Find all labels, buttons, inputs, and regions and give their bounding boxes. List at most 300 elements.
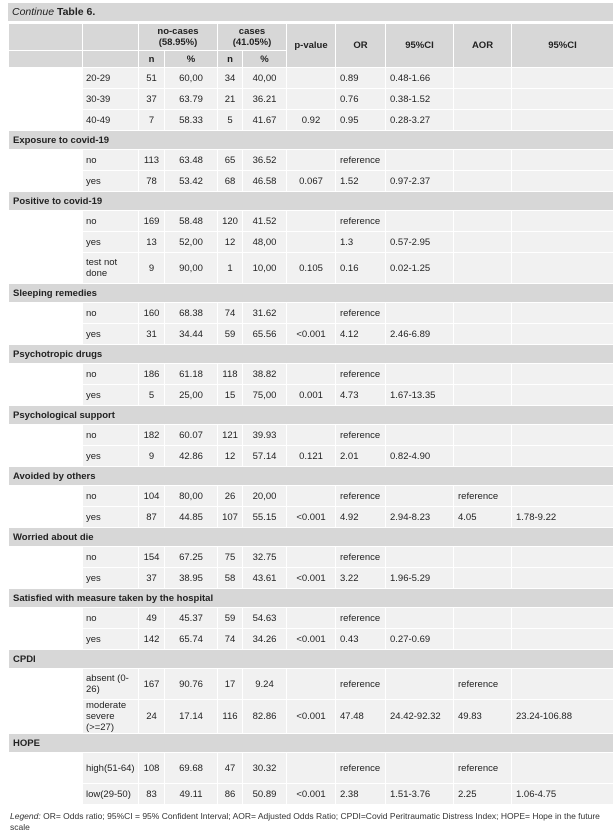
pvalue-cell: <0.001: [287, 507, 336, 528]
ci-adjusted-cell: [512, 629, 614, 650]
pct-cases-cell: 57.14: [243, 446, 287, 467]
indent-cell: [9, 629, 83, 650]
pvalue-cell: <0.001: [287, 784, 336, 805]
n-cases-cell: 34: [218, 68, 243, 89]
table-row: [9, 753, 614, 784]
or-cell: 4.12: [336, 324, 386, 345]
section-header-row: [9, 345, 614, 364]
ci-adjusted-cell: 23.24-106.88: [512, 700, 614, 734]
ci-adjusted-cell: [512, 232, 614, 253]
or-cell: 47.48: [336, 700, 386, 734]
section-title: CPDI: [9, 650, 614, 669]
pct-cases-cell: 54.63: [243, 608, 287, 629]
or-cell: reference: [336, 425, 386, 446]
table-row: [9, 700, 614, 734]
indent-cell: [9, 364, 83, 385]
level-cell: 30-39: [83, 89, 139, 110]
section-title: Psychological support: [9, 406, 614, 425]
level-cell: low(29-50): [83, 784, 139, 805]
level-cell: high(51-64): [83, 753, 139, 784]
n-nocases-cell: 182: [139, 425, 165, 446]
level-cell: yes: [83, 629, 139, 650]
ci-adjusted-cell: [512, 385, 614, 406]
n2-header: n: [218, 51, 243, 68]
table-caption: [8, 3, 613, 23]
indent-cell: [9, 324, 83, 345]
n-nocases-cell: 51: [139, 68, 165, 89]
ci-cell: 0.48-1.66: [386, 68, 454, 89]
indent-cell: [9, 303, 83, 324]
pvalue-cell: [287, 150, 336, 171]
pvalue-cell: <0.001: [287, 629, 336, 650]
n-cases-cell: 21: [218, 89, 243, 110]
n-cases-cell: 58: [218, 568, 243, 589]
pct-cases-cell: 40,00: [243, 68, 287, 89]
pct-nocases-cell: 63.79: [165, 89, 218, 110]
n-nocases-cell: 31: [139, 324, 165, 345]
section-title: Avoided by others: [9, 467, 614, 486]
pct-cases-cell: 82.86: [243, 700, 287, 734]
pct-cases-cell: 41.67: [243, 110, 287, 131]
pct-nocases-cell: 17.14: [165, 700, 218, 734]
or-cell: 0.89: [336, 68, 386, 89]
pct-cases-cell: 20,00: [243, 486, 287, 507]
aor-cell: [454, 324, 512, 345]
pct-cases-cell: 65.56: [243, 324, 287, 345]
n-cases-cell: 12: [218, 446, 243, 467]
aor-cell: [454, 110, 512, 131]
section-header-row: [9, 734, 614, 753]
indent-cell: [9, 253, 83, 284]
pct-cases-cell: 32.75: [243, 547, 287, 568]
ci-adjusted-cell: [512, 303, 614, 324]
pct-cases-cell: 46.58: [243, 171, 287, 192]
ci-adjusted-cell: [512, 89, 614, 110]
ci-cell: [386, 364, 454, 385]
n-nocases-cell: 104: [139, 486, 165, 507]
pct-cases-cell: 41.52: [243, 211, 287, 232]
level-cell: yes: [83, 446, 139, 467]
pct-nocases-cell: 52,00: [165, 232, 218, 253]
pct-cases-cell: 34.26: [243, 629, 287, 650]
n-cases-cell: 116: [218, 700, 243, 734]
ci-adjusted-cell: 1.06-4.75: [512, 784, 614, 805]
section-title: HOPE: [9, 734, 614, 753]
or-cell: 0.16: [336, 253, 386, 284]
ci-cell: 0.02-1.25: [386, 253, 454, 284]
level-cell: moderate severe (>=27): [83, 700, 139, 734]
legend-label: Legend:: [10, 811, 41, 821]
header-row-groups: [9, 24, 614, 51]
indent-cell: [9, 446, 83, 467]
pvalue-cell: 0.92: [287, 110, 336, 131]
pvalue-cell: [287, 486, 336, 507]
or-cell: reference: [336, 669, 386, 700]
aor-cell: reference: [454, 669, 512, 700]
aor-cell: [454, 385, 512, 406]
table-row: [9, 669, 614, 700]
pct-cases-cell: 50.89: [243, 784, 287, 805]
aor-cell: reference: [454, 753, 512, 784]
or-cell: 1.3: [336, 232, 386, 253]
ci-cell: 24.42-92.32: [386, 700, 454, 734]
table-row: [9, 608, 614, 629]
section-title: Exposure to covid-19: [9, 131, 614, 150]
caption-title: Table 6.: [56, 6, 96, 18]
n-nocases-cell: 167: [139, 669, 165, 700]
section-header-row: [9, 406, 614, 425]
legend-text: OR= Odds ratio; 95%CI = 95% Confident Interval; AOR= Adjusted Odds Ratio; CPDI=Covid Peritraumatic Distress Index; HOPE= Hope in the future scale: [10, 811, 600, 832]
level-cell: no: [83, 486, 139, 507]
pvalue-cell: [287, 547, 336, 568]
ci-adjusted-cell: [512, 253, 614, 284]
or-cell: 2.01: [336, 446, 386, 467]
pvalue-cell: <0.001: [287, 568, 336, 589]
pct-nocases-cell: 34.44: [165, 324, 218, 345]
n-nocases-cell: 87: [139, 507, 165, 528]
aor-cell: [454, 303, 512, 324]
indent-cell: [9, 507, 83, 528]
indent-cell: [9, 486, 83, 507]
table-row: [9, 171, 614, 192]
table-row: [9, 486, 614, 507]
n-nocases-cell: 24: [139, 700, 165, 734]
n-nocases-cell: 169: [139, 211, 165, 232]
aor-cell: reference: [454, 486, 512, 507]
aor-cell: [454, 364, 512, 385]
aor-cell: [454, 446, 512, 467]
section-title: Worried about die: [9, 528, 614, 547]
ci-cell: 2.46-6.89: [386, 324, 454, 345]
n-cases-cell: 59: [218, 324, 243, 345]
table-row: [9, 110, 614, 131]
n-cases-cell: 17: [218, 669, 243, 700]
n-cases-cell: 74: [218, 629, 243, 650]
table-row: [9, 303, 614, 324]
table-row: [9, 784, 614, 805]
aor-cell: [454, 629, 512, 650]
pct-nocases-cell: 67.25: [165, 547, 218, 568]
table-row: [9, 364, 614, 385]
level-cell: yes: [83, 385, 139, 406]
indent-cell: [9, 89, 83, 110]
n1-header: n: [139, 51, 165, 68]
or-cell: 0.95: [336, 110, 386, 131]
table-row: [9, 568, 614, 589]
pvalue-cell: [287, 303, 336, 324]
or-header: OR: [336, 24, 386, 68]
p2-header: %: [243, 51, 287, 68]
n-cases-cell: 74: [218, 303, 243, 324]
pvalue-cell: [287, 425, 336, 446]
or-cell: 4.73: [336, 385, 386, 406]
ci-cell: [386, 486, 454, 507]
indent-cell: [9, 150, 83, 171]
indent-cell: [9, 68, 83, 89]
indent-cell: [9, 669, 83, 700]
pct-nocases-cell: 80,00: [165, 486, 218, 507]
ci-cell: [386, 150, 454, 171]
pct-nocases-cell: 60,00: [165, 68, 218, 89]
table-container: [8, 0, 613, 833]
level-cell: yes: [83, 324, 139, 345]
section-title: Sleeping remedies: [9, 284, 614, 303]
n-nocases-cell: 9: [139, 446, 165, 467]
cases-header: cases (41.05%): [218, 24, 287, 51]
pct-cases-cell: 30.32: [243, 753, 287, 784]
indent-cell: [9, 171, 83, 192]
table-row: [9, 68, 614, 89]
table-row: [9, 446, 614, 467]
n-cases-cell: 86: [218, 784, 243, 805]
aor-cell: 2.25: [454, 784, 512, 805]
ci-adjusted-cell: [512, 324, 614, 345]
pct-nocases-cell: 45.37: [165, 608, 218, 629]
n-nocases-cell: 154: [139, 547, 165, 568]
indent-cell: [9, 753, 83, 784]
level-cell: no: [83, 547, 139, 568]
pvalue-cell: <0.001: [287, 700, 336, 734]
table-row: [9, 232, 614, 253]
p1-header: %: [165, 51, 218, 68]
n-cases-cell: 75: [218, 547, 243, 568]
section-header-row: [9, 589, 614, 608]
level-cell: yes: [83, 568, 139, 589]
pct-nocases-cell: 90.76: [165, 669, 218, 700]
ci-adjusted-cell: [512, 68, 614, 89]
pct-nocases-cell: 38.95: [165, 568, 218, 589]
pct-nocases-cell: 25,00: [165, 385, 218, 406]
or-cell: reference: [336, 753, 386, 784]
section-header-row: [9, 192, 614, 211]
n-cases-cell: 107: [218, 507, 243, 528]
indent-cell: [9, 385, 83, 406]
ci-cell: [386, 669, 454, 700]
n-cases-cell: 1: [218, 253, 243, 284]
level-cell: test not done: [83, 253, 139, 284]
aor-cell: [454, 68, 512, 89]
n-nocases-cell: 9: [139, 253, 165, 284]
n-nocases-cell: 83: [139, 784, 165, 805]
section-title: Psychotropic drugs: [9, 345, 614, 364]
ci-cell: 2.94-8.23: [386, 507, 454, 528]
pct-nocases-cell: 58.33: [165, 110, 218, 131]
n-cases-cell: 12: [218, 232, 243, 253]
pct-cases-cell: 39.93: [243, 425, 287, 446]
n-cases-cell: 59: [218, 608, 243, 629]
pct-nocases-cell: 90,00: [165, 253, 218, 284]
pct-nocases-cell: 61.18: [165, 364, 218, 385]
indent-cell: [9, 425, 83, 446]
ci-cell: 1.67-13.35: [386, 385, 454, 406]
table-row: [9, 89, 614, 110]
pct-cases-cell: 9.24: [243, 669, 287, 700]
level-cell: no: [83, 150, 139, 171]
n-cases-cell: 47: [218, 753, 243, 784]
pct-cases-cell: 48,00: [243, 232, 287, 253]
n-nocases-cell: 7: [139, 110, 165, 131]
section-header-row: [9, 284, 614, 303]
aor-cell: [454, 425, 512, 446]
indent-cell: [9, 608, 83, 629]
aor-header: AOR: [454, 24, 512, 68]
pct-nocases-cell: 53.42: [165, 171, 218, 192]
level-cell: 40-49: [83, 110, 139, 131]
pvalue-cell: 0.121: [287, 446, 336, 467]
pct-cases-cell: 55.15: [243, 507, 287, 528]
n-cases-cell: 5: [218, 110, 243, 131]
n-nocases-cell: 37: [139, 568, 165, 589]
level-cell: no: [83, 211, 139, 232]
indent-cell: [9, 232, 83, 253]
ci-cell: 0.28-3.27: [386, 110, 454, 131]
ci-adjusted-cell: [512, 753, 614, 784]
ci-header: 95%CI: [386, 24, 454, 68]
table-body: [9, 68, 614, 805]
aor-cell: [454, 232, 512, 253]
ci-cell: 1.96-5.29: [386, 568, 454, 589]
ci-cell: 0.82-4.90: [386, 446, 454, 467]
or-cell: reference: [336, 150, 386, 171]
ci-adjusted-cell: [512, 446, 614, 467]
pct-cases-cell: 38.82: [243, 364, 287, 385]
ci-adjusted-cell: [512, 608, 614, 629]
aor-cell: 4.05: [454, 507, 512, 528]
ci-adjusted-cell: [512, 669, 614, 700]
n-cases-cell: 26: [218, 486, 243, 507]
level-cell: yes: [83, 171, 139, 192]
pct-nocases-cell: 63.48: [165, 150, 218, 171]
n-nocases-cell: 113: [139, 150, 165, 171]
section-header-row: [9, 650, 614, 669]
ci-cell: 0.27-0.69: [386, 629, 454, 650]
table-row: [9, 385, 614, 406]
pct-cases-cell: 43.61: [243, 568, 287, 589]
pct-nocases-cell: 42.86: [165, 446, 218, 467]
n-nocases-cell: 37: [139, 89, 165, 110]
pct-nocases-cell: 49.11: [165, 784, 218, 805]
n-nocases-cell: 186: [139, 364, 165, 385]
legend: [8, 811, 610, 833]
pct-nocases-cell: 69.68: [165, 753, 218, 784]
n-cases-cell: 121: [218, 425, 243, 446]
ci-adjusted-cell: [512, 547, 614, 568]
n-nocases-cell: 160: [139, 303, 165, 324]
n-cases-cell: 15: [218, 385, 243, 406]
aor-cell: [454, 253, 512, 284]
or-cell: reference: [336, 486, 386, 507]
or-cell: 2.38: [336, 784, 386, 805]
n-cases-cell: 120: [218, 211, 243, 232]
ci-adjusted-cell: [512, 486, 614, 507]
ci-adjusted-cell: [512, 110, 614, 131]
or-cell: 4.92: [336, 507, 386, 528]
pct-cases-cell: 31.62: [243, 303, 287, 324]
section-header-row: [9, 131, 614, 150]
or-cell: reference: [336, 364, 386, 385]
pvalue-cell: [287, 608, 336, 629]
indent-cell: [9, 547, 83, 568]
pvalue-cell: <0.001: [287, 324, 336, 345]
pct-nocases-cell: 58.48: [165, 211, 218, 232]
table-row: [9, 211, 614, 232]
table-row: [9, 253, 614, 284]
pvalue-cell: 0.105: [287, 253, 336, 284]
table-row: [9, 425, 614, 446]
n-nocases-cell: 5: [139, 385, 165, 406]
ci-adjusted-cell: 1.78-9.22: [512, 507, 614, 528]
ci-adjusted-cell: [512, 425, 614, 446]
level-cell: no: [83, 608, 139, 629]
aor-cell: [454, 150, 512, 171]
ci-cell: 0.38-1.52: [386, 89, 454, 110]
pct-nocases-cell: 44.85: [165, 507, 218, 528]
pvalue-header: p-value: [287, 24, 336, 68]
or-cell: reference: [336, 547, 386, 568]
n-nocases-cell: 142: [139, 629, 165, 650]
pvalue-cell: [287, 753, 336, 784]
or-cell: reference: [336, 211, 386, 232]
pvalue-cell: 0.001: [287, 385, 336, 406]
pvalue-cell: 0.067: [287, 171, 336, 192]
or-cell: 0.43: [336, 629, 386, 650]
ci-cell: [386, 303, 454, 324]
pvalue-cell: [287, 364, 336, 385]
ci-cell: 1.51-3.76: [386, 784, 454, 805]
ci-cell: [386, 425, 454, 446]
ci-cell: 0.97-2.37: [386, 171, 454, 192]
or-cell: 3.22: [336, 568, 386, 589]
level-cell: absent (0-26): [83, 669, 139, 700]
n-nocases-cell: 13: [139, 232, 165, 253]
aor-cell: [454, 89, 512, 110]
ci-adjusted-cell: [512, 171, 614, 192]
pvalue-cell: [287, 68, 336, 89]
table-row: [9, 547, 614, 568]
ci-cell: [386, 753, 454, 784]
or-cell: reference: [336, 608, 386, 629]
section-header-row: [9, 467, 614, 486]
indent-cell: [9, 568, 83, 589]
ci2-header: 95%CI: [512, 24, 614, 68]
pct-nocases-cell: 65.74: [165, 629, 218, 650]
pvalue-cell: [287, 669, 336, 700]
indent-cell: [9, 700, 83, 734]
n-nocases-cell: 49: [139, 608, 165, 629]
caption-prefix: Continue: [12, 6, 55, 18]
aor-cell: [454, 568, 512, 589]
aor-cell: [454, 547, 512, 568]
or-cell: reference: [336, 303, 386, 324]
aor-cell: [454, 171, 512, 192]
pct-cases-cell: 36.52: [243, 150, 287, 171]
pct-cases-cell: 75,00: [243, 385, 287, 406]
pvalue-cell: [287, 89, 336, 110]
pct-cases-cell: 10,00: [243, 253, 287, 284]
table-row: [9, 324, 614, 345]
ci-adjusted-cell: [512, 568, 614, 589]
nocases-header: no-cases (58.95%): [139, 24, 218, 51]
table-row: [9, 150, 614, 171]
n-nocases-cell: 108: [139, 753, 165, 784]
ci-cell: [386, 547, 454, 568]
pvalue-cell: [287, 211, 336, 232]
indent-cell: [9, 784, 83, 805]
indent-cell: [9, 110, 83, 131]
ci-cell: [386, 211, 454, 232]
level-cell: yes: [83, 507, 139, 528]
aor-cell: [454, 211, 512, 232]
